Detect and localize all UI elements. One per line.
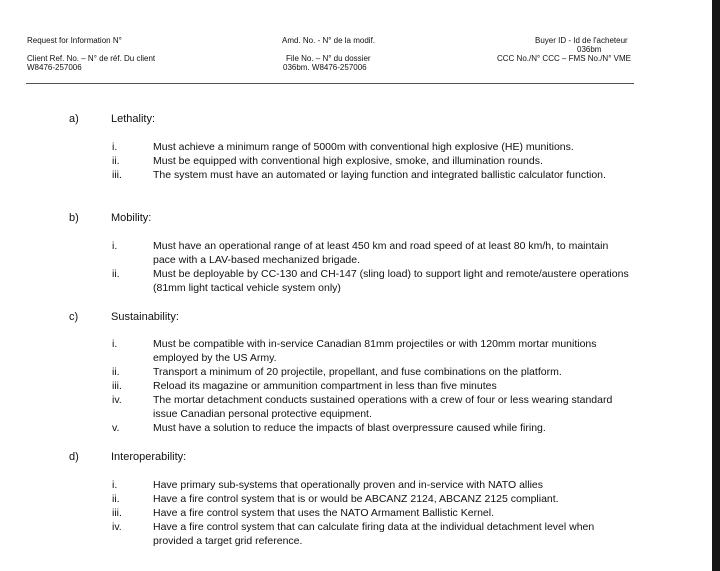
section-title: Mobility: [111, 212, 152, 224]
client-ref-value: W8476-257006 [27, 63, 82, 72]
section-letter: c) [69, 311, 79, 323]
section-title: Lethality: [111, 113, 156, 125]
item-number: iii. [112, 507, 122, 519]
requirement-text: Must have an operational range of at least 450 km and road speed of at least 80 km/h, to maintain pace with a LAV-based mechanized brigade. [153, 240, 609, 266]
requirement-text: Reload its magazine or ammunition compartment in less than five minutes [153, 380, 497, 392]
ccc-number-label: CCC No./N° CCC – FMS No./N° VME [497, 54, 631, 63]
requirement-text: Must achieve a minimum range of 5000m with conventional high explosive (HE) munitions. [153, 141, 574, 153]
section-letter: d) [69, 451, 79, 463]
requirement-text: Have primary sub-systems that operationally proven and in-service with NATO allies [153, 479, 544, 491]
item-number: iv. [112, 521, 122, 533]
section-letter: b) [69, 212, 79, 224]
buyer-id-label: Buyer ID - Id de l'acheteur [535, 36, 628, 45]
item-number: ii. [112, 493, 120, 505]
requirement-text: Must have a solution to reduce the impacts of blast overpressure caused while firing. [153, 422, 546, 434]
file-number-label: File No. – N° du dossier [286, 54, 371, 63]
requirement-text: Must be equipped with conventional high explosive, smoke, and illumination rounds. [153, 155, 543, 167]
requirement-text: The mortar detachment conducts sustained operations with a crew of four or less wearing standard issue Canadian personal protective equipment. [153, 394, 613, 420]
requirement-text: Have a fire control system that uses the NATO Armament Ballistic Kernel. [153, 507, 494, 519]
header-divider [26, 83, 634, 84]
rfi-label: Request for Information N° [27, 36, 122, 45]
requirement-text: Transport a minimum of 20 projectile, propellant, and fuse combinations on the platform. [153, 366, 562, 378]
requirement-text: Must be deployable by CC-130 and CH-147 (sling load) to support light and remote/austere operations (81mm light tactical vehicle system only) [153, 268, 629, 294]
item-number: ii. [112, 155, 120, 167]
scan-edge [712, 0, 720, 571]
item-number: i. [112, 240, 118, 252]
item-number: i. [112, 141, 118, 153]
item-number: i. [112, 338, 118, 350]
item-number: iv. [112, 394, 122, 406]
item-number: iii. [112, 380, 122, 392]
item-number: v. [112, 422, 120, 434]
buyer-id-value: 036bm [577, 45, 602, 54]
item-number: ii. [112, 268, 120, 280]
amendment-label: Amd. No. - N° de la modif. [282, 36, 376, 45]
requirement-text: Must be compatible with in-service Canadian 81mm projectiles or with 120mm mortar munitions employed by the US Army. [153, 338, 597, 364]
requirement-text: Have a fire control system that is or would be ABCANZ 2124, ABCANZ 2125 compliant. [153, 493, 559, 505]
item-number: i. [112, 479, 118, 491]
section-letter: a) [69, 113, 79, 125]
section-title: Sustainability: [111, 311, 179, 323]
client-ref-label: Client Ref. No. – N° de réf. Du client [27, 54, 156, 63]
item-number: ii. [112, 366, 120, 378]
file-number-value: 036bm. W8476-257006 [283, 63, 367, 72]
requirement-text: Have a fire control system that can calculate firing data at the individual detachment level when provided a target grid reference. [153, 521, 595, 547]
item-number: iii. [112, 169, 122, 181]
requirement-text: The system must have an automated or laying function and integrated ballistic calculator function. [153, 169, 606, 181]
section-title: Interoperability: [111, 451, 187, 463]
